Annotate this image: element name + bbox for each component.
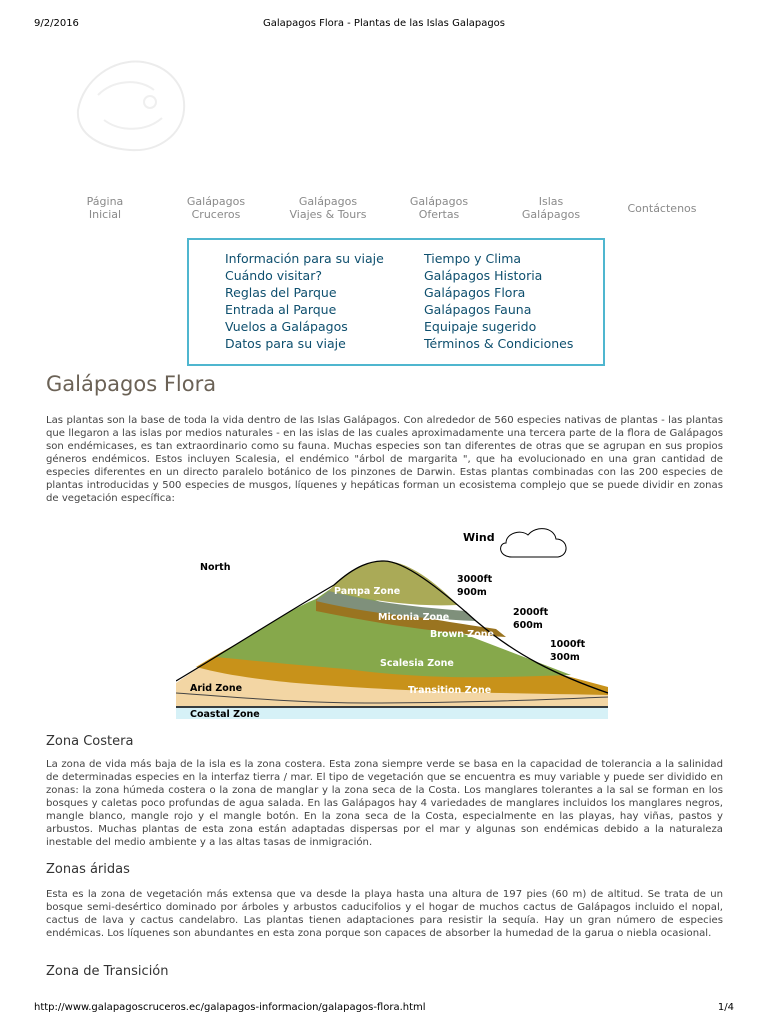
- nav-galapagos-cruceros[interactable]: Galápagos Cruceros: [186, 195, 246, 221]
- menu-informacion-viaje[interactable]: Información para su viaje: [225, 251, 384, 266]
- nav-galapagos-viajes-tours[interactable]: Galápagos Viajes & Tours: [289, 195, 367, 221]
- print-date: 9/2/2016: [34, 18, 79, 29]
- cloud-icon: [501, 529, 566, 557]
- nav-islas-galapagos[interactable]: Islas Galápagos: [521, 195, 581, 221]
- menu-cuando-visitar[interactable]: Cuándo visitar?: [225, 268, 322, 283]
- print-url: http://www.galapagoscruceros.ec/galapagos-informacion/galapagos-flora.html: [34, 1002, 426, 1013]
- menu-fauna[interactable]: Galápagos Fauna: [424, 302, 532, 317]
- label-1000ft: 1000ft: [550, 639, 586, 650]
- nav-galapagos-ofertas[interactable]: Galápagos Ofertas: [409, 195, 469, 221]
- intro-paragraph: Las plantas son la base de toda la vida dentro de las Islas Galápagos. Con alrededor de 560 especies nativas de plantas - las plantas que llegaron a las islas por medios naturales - en las islas de las cuales aproximadamente una tercera parte de la flora de Galápagos son endémicases, es tan extraordinario como su fauna. Muchas especies son tan diferentes de otras que se agrupan en sus propios géneros endémicos. Estos incluyen Scalesia, el endémico "árbol de margarita ", que ha evolucionado en una gran cantidad de especies diferentes en un directo paralelo botánico de los pinzones de Darwin. Estas plantas combinadas con las 200 especies de plantas introducidas y 500 especies de musgos, líquenes y hepáticas forman un ecosistema complejo que se puede dividir en zonas de vegetación específica:: [46, 415, 723, 504]
- label-300m: 300m: [550, 652, 580, 663]
- menu-tiempo-clima[interactable]: Tiempo y Clima: [424, 251, 522, 266]
- menu-equipaje[interactable]: Equipaje sugerido: [424, 319, 537, 334]
- label-pampa-zone: Pampa Zone: [334, 586, 401, 597]
- nav-pagina-inicial[interactable]: Página Inicial: [86, 195, 124, 221]
- label-900m: 900m: [457, 587, 487, 598]
- label-brown-zone: Brown Zone: [430, 629, 494, 640]
- menu-reglas-parque[interactable]: Reglas del Parque: [225, 285, 337, 300]
- label-arid-zone: Arid Zone: [190, 683, 243, 694]
- heading-zona-costera: Zona Costera: [46, 734, 134, 749]
- label-north: North: [200, 562, 231, 573]
- menu-datos-viaje[interactable]: Datos para su viaje: [225, 336, 346, 351]
- paragraph-zona-costera: La zona de vida más baja de la isla es la zona costera. Esta zona siempre verde se basa en la capacidad de tolerancia a la salinidad de determinadas especies en la interfaz tierra / mar. El tipo de vegetación que se encuentra es muy variable y puede ser dividido en zonas: la zona húmeda costera o la zona de manglar y la zona seca de la Costa. Los manglares tolerantes a la sal se forman en los bosques y caletas poco profundas de agua salada. En las Galápagos hay 4 variedades de manglares incluidos los manglares negros, mangle blanco, mangle rojo y el mangle botón. En la zona seca de la Costa, especialmente en las playas, hay viñas, pastos y arbustos. Muchas plantas de esta zona están adaptadas dispersas por el mar y algunas son endémicas debido a la naturaleza inestable del medio ambiente y a las altas tasas de inmigración.: [46, 759, 723, 848]
- heading-zonas-aridas: Zonas áridas: [46, 862, 130, 877]
- nav-contactenos[interactable]: Contáctenos: [627, 202, 697, 215]
- label-coastal-zone: Coastal Zone: [190, 709, 260, 720]
- label-miconia-zone: Miconia Zone: [378, 612, 450, 623]
- heading-zona-transicion: Zona de Transición: [46, 964, 169, 979]
- label-600m: 600m: [513, 620, 543, 631]
- info-menu-left: [225, 250, 384, 352]
- menu-flora[interactable]: Galápagos Flora: [424, 285, 526, 300]
- info-menu-right: [424, 250, 573, 352]
- menu-historia[interactable]: Galápagos Historia: [424, 268, 543, 283]
- label-3000ft: 3000ft: [457, 574, 493, 585]
- paragraph-zonas-aridas: Esta es la zona de vegetación más extensa que va desde la playa hasta una altura de 197 pies (60 m) de altitud. Se trata de un bosque semi-desértico dominado por árboles y arbustos caducifolios y el hogar de muchos cactus de Galápagos incluido el nopal, cactus de lava y cactus candelabro. Las plantas tienen adaptaciones para resistir la sequía. Hay un gran número de especies endémicas. Los líquenes son abundantes en esta zona porque son capaces de absorber la humedad de la garua o niebla ocasional.: [46, 889, 723, 939]
- menu-entrada-parque[interactable]: Entrada al Parque: [225, 302, 337, 317]
- menu-vuelos[interactable]: Vuelos a Galápagos: [225, 319, 348, 334]
- vegetation-zones-diagram: [176, 525, 608, 721]
- site-logo[interactable]: [58, 40, 198, 170]
- print-title: Galapagos Flora - Plantas de las Islas Galapagos: [262, 18, 506, 29]
- info-menu: [187, 238, 605, 366]
- label-wind: Wind: [463, 531, 495, 544]
- print-page-number: 1/4: [717, 1002, 734, 1013]
- page-title: Galápagos Flora: [46, 372, 217, 396]
- menu-terminos[interactable]: Términos & Condiciones: [424, 336, 574, 351]
- label-scalesia-zone: Scalesia Zone: [380, 658, 454, 669]
- label-transition-zone: Transition Zone: [408, 685, 492, 696]
- label-2000ft: 2000ft: [513, 607, 549, 618]
